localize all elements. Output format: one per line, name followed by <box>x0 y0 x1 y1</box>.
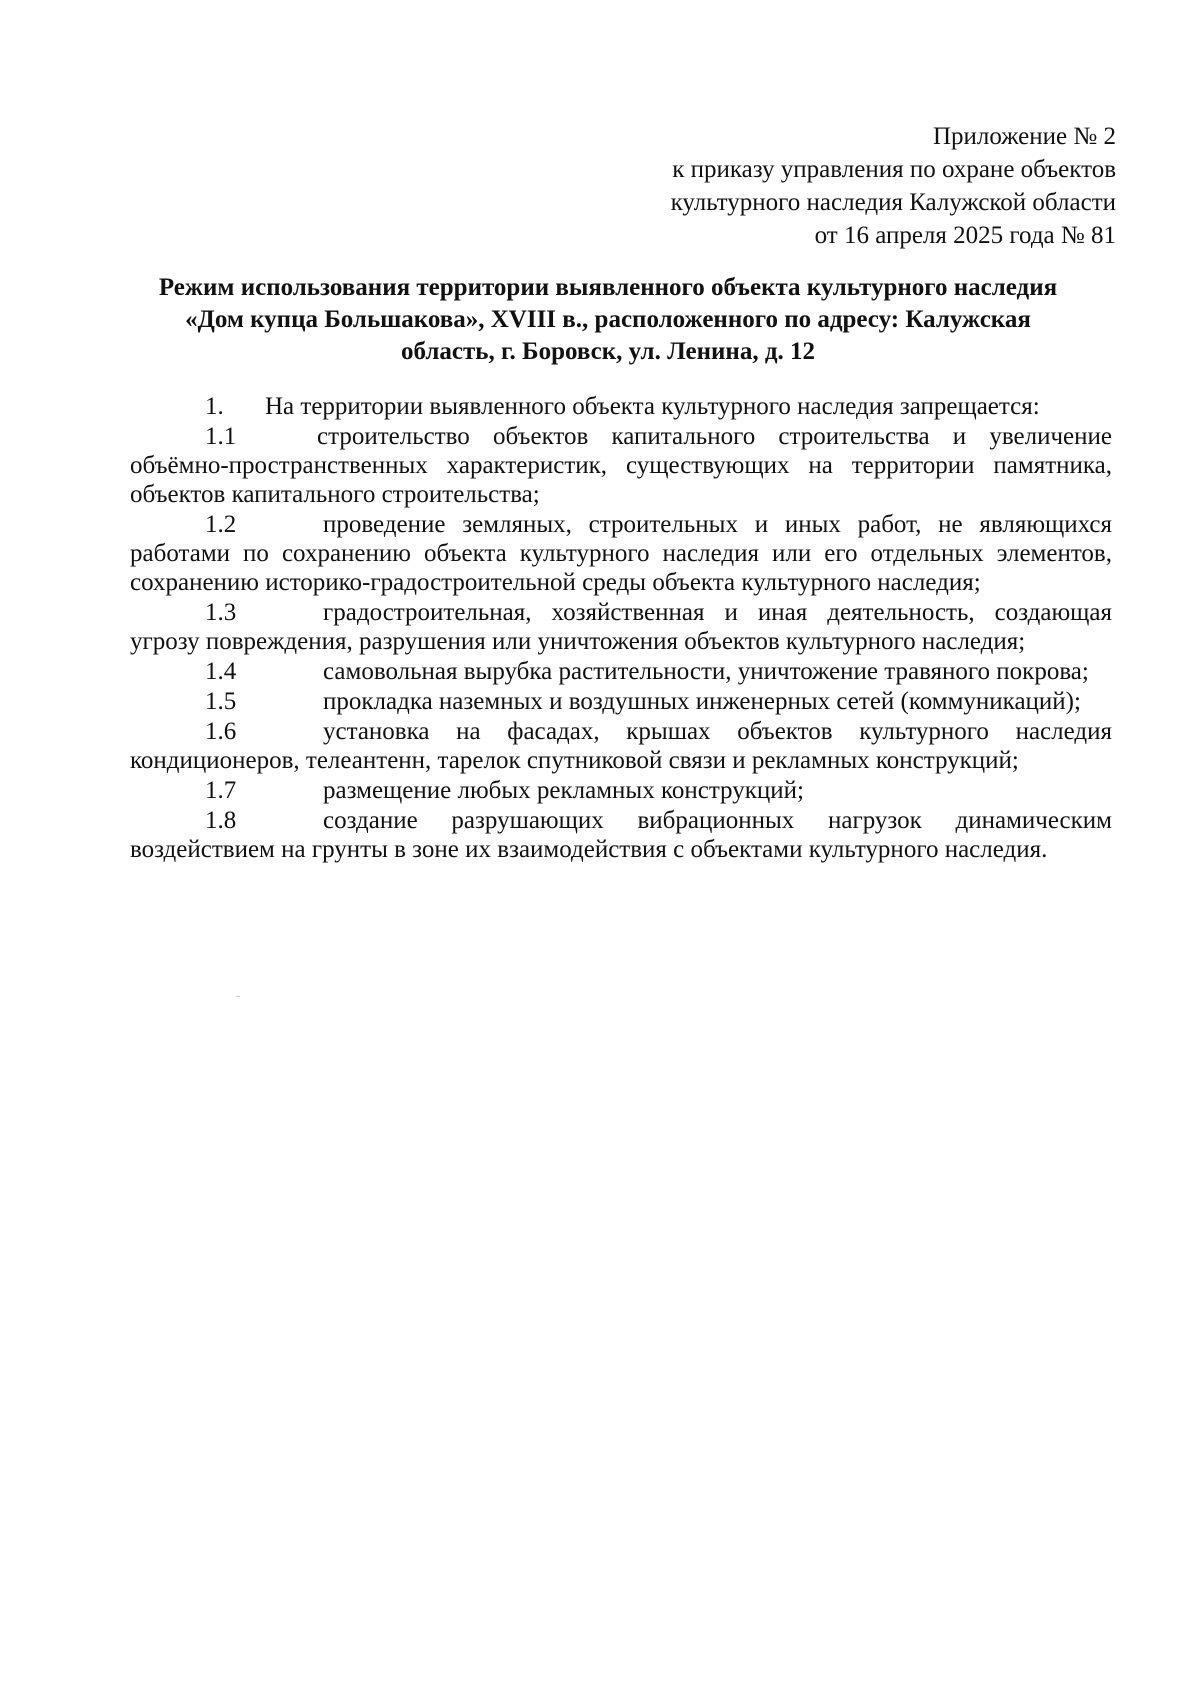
appendix-order-ref: к приказу управления по охране объектов <box>672 156 1116 183</box>
list-item: 1.6 установка на фасадах, крышах объектов культурного наследия кондиционеров, телеантенн, тарелок спутниковой связи и рекламных конструкций; <box>130 718 1112 774</box>
appendix-authority: культурного наследия Калужской области <box>670 189 1116 216</box>
list-item: 1.5 прокладка наземных и воздушных инженерных сетей (коммуникаций); <box>205 688 1081 715</box>
item-text: самовольная вырубка растительности, уничтожение травяного покрова; <box>323 658 1089 685</box>
list-item: 1.8 создание разрушающих вибрационных нагрузок динамическим воздействием на грунты в зоне их взаимодействия с объектами культурного наследия. <box>130 807 1112 863</box>
item-text: установка на фасадах, крышах объектов культурного наследия кондиционеров, телеантенн, тарелок спутниковой связи и рекламных конструкций; <box>130 718 1112 774</box>
item-text: градостроительная, хозяйственная и иная деятельность, создающая угрозу повреждения, разрушения или уничтожения объектов культурного наследия; <box>130 599 1112 655</box>
document-title <box>125 272 1091 368</box>
appendix-number: Приложение № 2 <box>932 123 1116 150</box>
scan-speck <box>236 996 240 997</box>
item-text: проведение земляных, строительных и иных работ, не являющихся работами по сохранению объекта культурного наследия или его отдельных элементов, сохранению историко-градостроительной среды объекта культурного наследия; <box>130 511 1112 596</box>
list-item: 1. На территории выявленного объекта культурного наследия запрещается: <box>205 393 1040 420</box>
appendix-header <box>671 120 1116 252</box>
list-item: 1.4 самовольная вырубка растительности, уничтожение травяного покрова; <box>205 658 1089 685</box>
list-item: 1.7 размещение любых рекламных конструкций; <box>205 777 804 804</box>
list-item: 1.1 строительство объектов капитального строительства и увеличение объёмно-пространственных характеристик, существующих на территории памятника, объектов капитального строительства; <box>130 423 1112 508</box>
list-item: 1.3 градостроительная, хозяйственная и иная деятельность, создающая угрозу повреждения, разрушения или уничтожения объектов культурного наследия; <box>130 599 1112 655</box>
title-line: «Дом купца Большакова», XVIII в., расположенного по адресу: Калужская <box>185 306 1031 333</box>
list-item: 1.2 проведение земляных, строительных и иных работ, не являющихся работами по сохранению объекта культурного наследия или его отдельных элементов, сохранению историко-градостроительной среды объекта культурного наследия; <box>130 511 1112 596</box>
title-line: область, г. Боровск, ул. Ленина, д. 12 <box>401 338 815 365</box>
item-text: строительство объектов капитального строительства и увеличение объёмно-пространственных характеристик, существующих на территории памятника, объектов капитального строительства; <box>130 423 1112 508</box>
appendix-date: от 16 апреля 2025 года № 81 <box>814 222 1116 249</box>
item-text: На территории выявленного объекта культурного наследия запрещается: <box>265 393 1040 420</box>
item-text: размещение любых рекламных конструкций; <box>323 777 804 804</box>
title-line: Режим использования территории выявленного объекта культурного наследия <box>158 274 1058 301</box>
item-text: прокладка наземных и воздушных инженерных сетей (коммуникаций); <box>323 688 1081 715</box>
prohibitions-list <box>130 392 1112 865</box>
item-text: создание разрушающих вибрационных нагрузок динамическим воздействием на грунты в зоне их взаимодействия с объектами культурного наследия. <box>130 807 1112 863</box>
